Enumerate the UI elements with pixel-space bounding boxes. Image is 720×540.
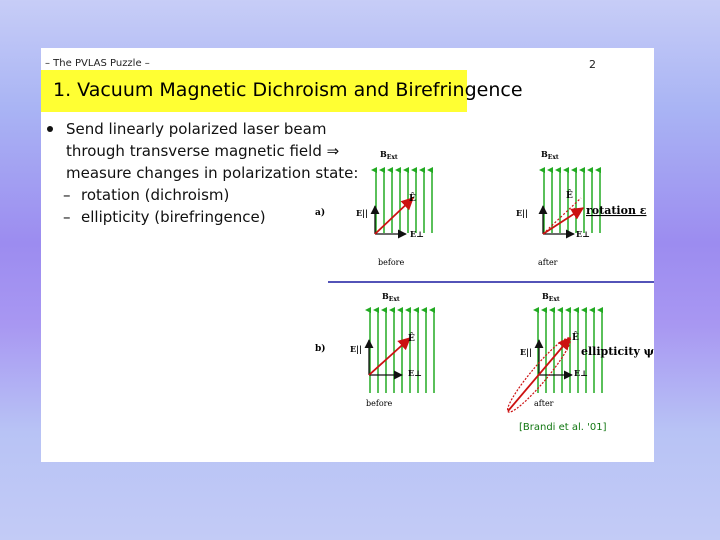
subitem-dash-2: – [63,208,71,226]
e-perp-label: E⊥ [408,368,422,378]
panel-b-label: b) [315,344,326,354]
field-lines [544,170,600,233]
e-label: Ê [408,334,415,344]
page-number: 2 [589,58,596,71]
panel-b-before [350,291,434,408]
rotation-label: rotation ε [586,204,647,217]
e-vector [369,338,410,375]
bullet-line-2: through transverse magnetic field ⇒ [66,142,340,160]
running-title: – The PVLAS Puzzle – [45,58,150,69]
e-perp-label: E⊥ [576,229,590,239]
e-par-label: E|| [520,347,532,357]
field-lines [370,310,434,393]
b-ext-label: $B_{Ext}$ [541,149,559,161]
e-par-label: E|| [516,208,528,218]
slide-title: 1. Vacuum Magnetic Dichroism and Birefringence [53,79,523,101]
panel-a-before [356,149,432,267]
panel-a-label: a) [315,208,326,218]
e-perp-label: E⊥ [574,368,588,378]
ellipticity-label: ellipticity ψ [581,345,654,358]
subitem-ellipticity: ellipticity (birefringence) [81,208,266,226]
e-label: Ê [566,191,573,201]
panel-a-after [516,149,647,267]
e-label: Ê [409,194,416,204]
b-ext-label: $B_{Ext}$ [382,291,400,303]
panel-b-after [502,291,654,417]
caption-before: before [366,399,393,408]
polarization-figure [41,48,654,462]
e-par-label: E|| [350,344,362,354]
bullet-line-1: Send linearly polarized laser beam [66,120,327,138]
caption-after: after [534,399,554,408]
b-ext-label: $B_{Ext}$ [542,291,560,303]
citation: [Brandi et al. '01] [519,422,607,433]
e-par-label: E|| [356,208,368,218]
e-perp-label: E⊥ [410,229,424,239]
subitem-rotation: rotation (dichroism) [81,186,230,204]
e-label: Ê [572,333,579,343]
field-lines [376,170,432,233]
bullet-line-3: measure changes in polarization state: [66,164,359,182]
b-ext-label: $B_{Ext}$ [380,149,398,161]
caption-before: before [378,258,405,267]
slide [41,48,654,462]
subitem-dash-1: – [63,186,71,204]
caption-after: after [538,258,558,267]
